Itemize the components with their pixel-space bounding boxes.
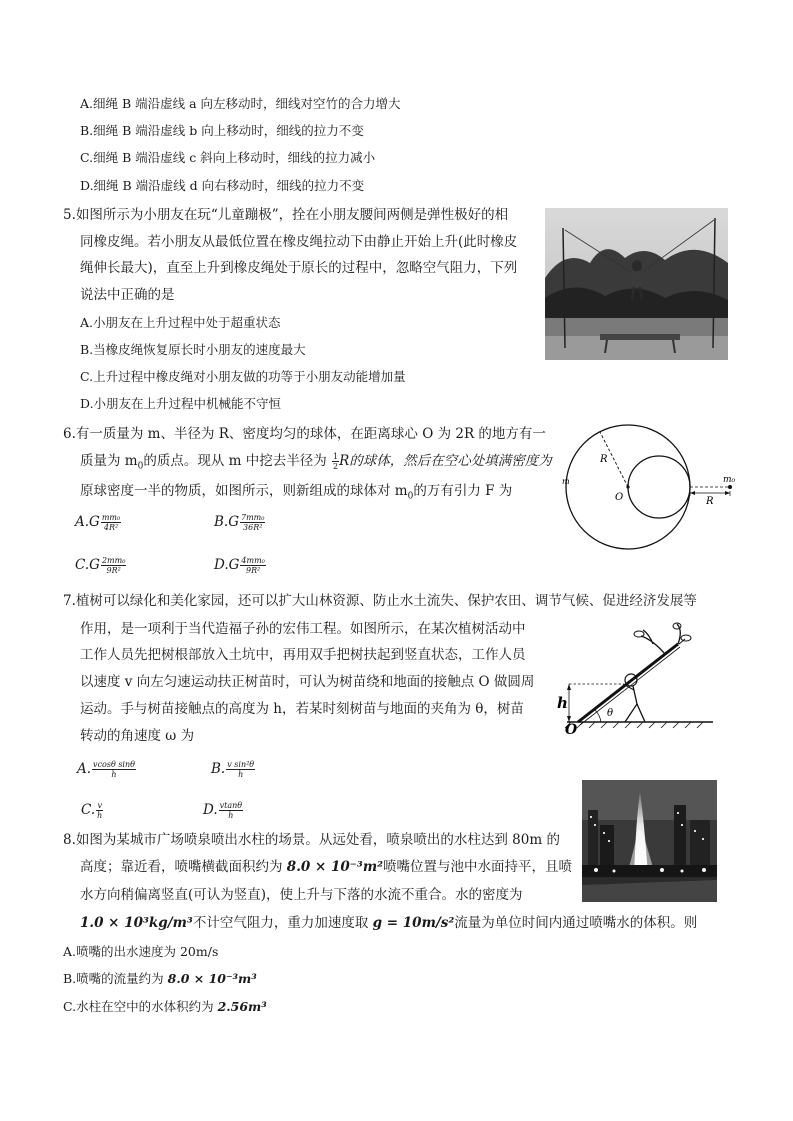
label-r-inner: R bbox=[600, 454, 608, 465]
q6-stem-line-2 bbox=[80, 452, 552, 476]
q8-option-c-text: C.水柱在空中的水体积约为 bbox=[63, 999, 218, 1014]
q8-fountain-photo bbox=[582, 780, 717, 902]
q8-option-b-text: B.喷嘴的流量约为 bbox=[63, 971, 168, 986]
q8-text-d: 流量为单位时间内通过喷嘴水的体积。则 bbox=[454, 915, 698, 931]
opt-label: C.G bbox=[75, 557, 100, 573]
q8-text-c: 不计空气阻力，重力加速度取 bbox=[192, 915, 373, 931]
q6-stem-line-3 bbox=[80, 482, 512, 506]
q8-stem-line-1: 8.如图为某城市广场喷泉喷出水柱的场景。从远处看，喷泉喷出的水柱达到 80m 的 bbox=[63, 832, 560, 848]
q6-text-c: R的球体，然后在空心处填满密度为 bbox=[339, 453, 552, 469]
q8-stem-line-4 bbox=[80, 914, 697, 932]
q7-option-c bbox=[81, 801, 103, 820]
label-o: O bbox=[565, 722, 578, 736]
q5-stem-line-1: 5.如图所示为小朋友在玩“儿童蹦极”，拴在小朋友腰间两侧是弹性极好的相 bbox=[63, 207, 509, 223]
q7-stem-line-2: 作用，是一项利于当代造福子孙的宏伟工程。如图所示，在某次植树活动中 bbox=[80, 621, 526, 637]
q4-option-d: D.细绳 B 端沿虚线 d 向右移动时，细线的拉力不变 bbox=[80, 178, 365, 193]
q8-text-b: 喷嘴位置与池中水面持平，且喷 bbox=[383, 859, 573, 875]
frac-num: 2mm₀ bbox=[101, 556, 126, 565]
q6-option-a-fraction bbox=[101, 513, 121, 532]
q6-option-b bbox=[214, 513, 265, 532]
q7-option-b bbox=[211, 760, 255, 779]
q5-bungee-photo bbox=[545, 208, 728, 360]
label-m: m bbox=[562, 477, 570, 486]
q8-gravity-math: g = 10m/s² bbox=[372, 915, 455, 931]
q6-option-d-fraction bbox=[240, 556, 265, 575]
frac-den: 9R² bbox=[106, 566, 121, 575]
q7-option-a bbox=[77, 760, 136, 779]
q7-option-b-fraction bbox=[226, 760, 255, 779]
opt-label: D. bbox=[203, 802, 218, 818]
frac-den: h bbox=[97, 811, 103, 820]
q4-option-c: C.细绳 B 端沿虚线 c 斜向上移动时，细线的拉力减小 bbox=[80, 150, 376, 165]
q6-option-c bbox=[75, 556, 126, 575]
q8-area-math: 8.0 × 10⁻³m² bbox=[286, 859, 384, 875]
frac-den: h bbox=[238, 770, 244, 779]
q6-option-a bbox=[75, 513, 121, 532]
q5-stem-line-4: 说法中正确的是 bbox=[80, 287, 175, 303]
q6-sub-a: 0 bbox=[137, 461, 144, 472]
opt-label: B.G bbox=[214, 514, 239, 530]
frac-num: vtanθ bbox=[219, 801, 243, 810]
q6-sub-b: 0 bbox=[407, 491, 414, 502]
q8-density-math: 1.0 × 10³kg/m³ bbox=[80, 915, 193, 931]
q7-stem-line-1: 7.植树可以绿化和美化家园，还可以扩大山林资源、防止水土流失、保护农田、调节气候、促进经济发展等 bbox=[63, 593, 697, 609]
q5-option-d: D.小朋友在上升过程中机械能不守恒 bbox=[80, 396, 282, 411]
q7-stem-line-4: 以速度 v 向左匀速运动扶正树苗时，可认为树苗绕和地面的接触点 O 做圆周 bbox=[80, 674, 535, 690]
q8-option-b bbox=[63, 970, 257, 988]
q8-option-a: A.喷嘴的出水速度为 20m/s bbox=[63, 944, 219, 959]
q7-stem-line-3: 工作人员先把树根部放入土坑中，再用双手把树扶起到竖直状态，工作人员 bbox=[80, 647, 526, 663]
frac-den: 4R² bbox=[103, 523, 119, 532]
q8-stem-line-3: 水方向稍偏离竖直(可认为竖直)，使上升与下落的水流不重合。水的密度为 bbox=[80, 887, 523, 903]
opt-label: A. bbox=[77, 761, 92, 777]
q6-text-d: 原球密度一半的物质，如图所示，则新组成的球体对 m bbox=[80, 483, 408, 499]
q6-text-a: 质量为 m bbox=[80, 453, 138, 469]
q8-option-c bbox=[63, 998, 267, 1016]
frac-den: 2 bbox=[333, 462, 339, 471]
q7-option-c-fraction bbox=[96, 801, 103, 820]
tree-trunk bbox=[578, 644, 678, 722]
q6-text-e: 的万有引力 F 为 bbox=[413, 483, 513, 499]
frac-num: vcosθ sinθ bbox=[93, 760, 135, 769]
q8-option-c-math: 2.56m³ bbox=[217, 999, 267, 1014]
q4-option-b: B.细绳 B 端沿虚线 b 向上移动时，细线的拉力不变 bbox=[80, 123, 364, 138]
q5-option-a: A.小朋友在上升过程中处于超重状态 bbox=[80, 315, 281, 330]
cavity-sphere bbox=[628, 456, 690, 518]
frac-num: v bbox=[97, 801, 102, 810]
frac-num: v sin²θ bbox=[227, 760, 255, 769]
q6-sphere-diagram bbox=[560, 418, 740, 556]
q8-option-b-math: 8.0 × 10⁻³m³ bbox=[167, 971, 257, 986]
q7-option-d bbox=[203, 801, 243, 820]
opt-label: D.G bbox=[214, 557, 240, 573]
q7-option-d-fraction bbox=[219, 801, 243, 820]
q6-option-b-fraction bbox=[240, 513, 265, 532]
q7-tree-diagram bbox=[553, 622, 715, 736]
q6-option-c-fraction bbox=[101, 556, 126, 575]
q8-stem-line-2 bbox=[80, 858, 572, 876]
frac-num: 4mm₀ bbox=[241, 556, 265, 565]
opt-label: B. bbox=[211, 761, 226, 777]
q5-option-b: B.当橡皮绳恢复原长时小朋友的速度最大 bbox=[80, 342, 306, 357]
q8-text-a: 高度；靠近看，喷嘴横截面积约为 bbox=[80, 859, 287, 875]
label-o: O bbox=[615, 492, 624, 503]
frac-num: 1 bbox=[333, 452, 339, 461]
q7-stem-line-6: 转动的角速度 ω 为 bbox=[80, 728, 195, 744]
label-m0: m₀ bbox=[723, 475, 736, 485]
q6-text-b: 的质点。现从 m 中挖去半径为 bbox=[143, 453, 332, 469]
frac-num: 7mm₀ bbox=[241, 513, 265, 522]
q5-stem-line-3: 绳伸长最大)，直至上升到橡皮绳处于原长的过程中，忽略空气阻力，下列 bbox=[80, 260, 518, 276]
label-r-outer: R bbox=[706, 496, 714, 507]
q5-option-c: C.上升过程中橡皮绳对小朋友做的功等于小朋友动能增加量 bbox=[80, 369, 406, 384]
q6-stem-line-1: 6.有一质量为 m、半径为 R、密度均匀的球体，在距离球心 O 为 2R 的地方有一 bbox=[63, 426, 546, 442]
q4-option-a: A.细绳 B 端沿虚线 a 向左移动时，细线对空竹的合力增大 bbox=[80, 96, 401, 111]
frac-den: 9R² bbox=[245, 566, 261, 575]
q7-stem-line-5: 运动。手与树苗接触点的高度为 h，若某时刻树苗与地面的夹角为 θ，树苗 bbox=[80, 701, 524, 717]
frac-den: h bbox=[228, 811, 234, 820]
opt-label: A.G bbox=[75, 514, 100, 530]
frac-num: mm₀ bbox=[101, 513, 121, 522]
q6-option-d bbox=[214, 556, 266, 575]
label-theta: θ bbox=[607, 708, 614, 719]
opt-label: C. bbox=[81, 802, 96, 818]
frac-den: 36R² bbox=[243, 523, 263, 532]
frac-den: h bbox=[111, 770, 117, 779]
q7-option-a-fraction bbox=[92, 760, 136, 779]
q5-stem-line-2: 同橡皮绳。若小朋友从最低位置在橡皮绳拉动下由静止开始上升(此时橡皮 bbox=[80, 234, 518, 250]
label-h: h bbox=[557, 694, 568, 712]
